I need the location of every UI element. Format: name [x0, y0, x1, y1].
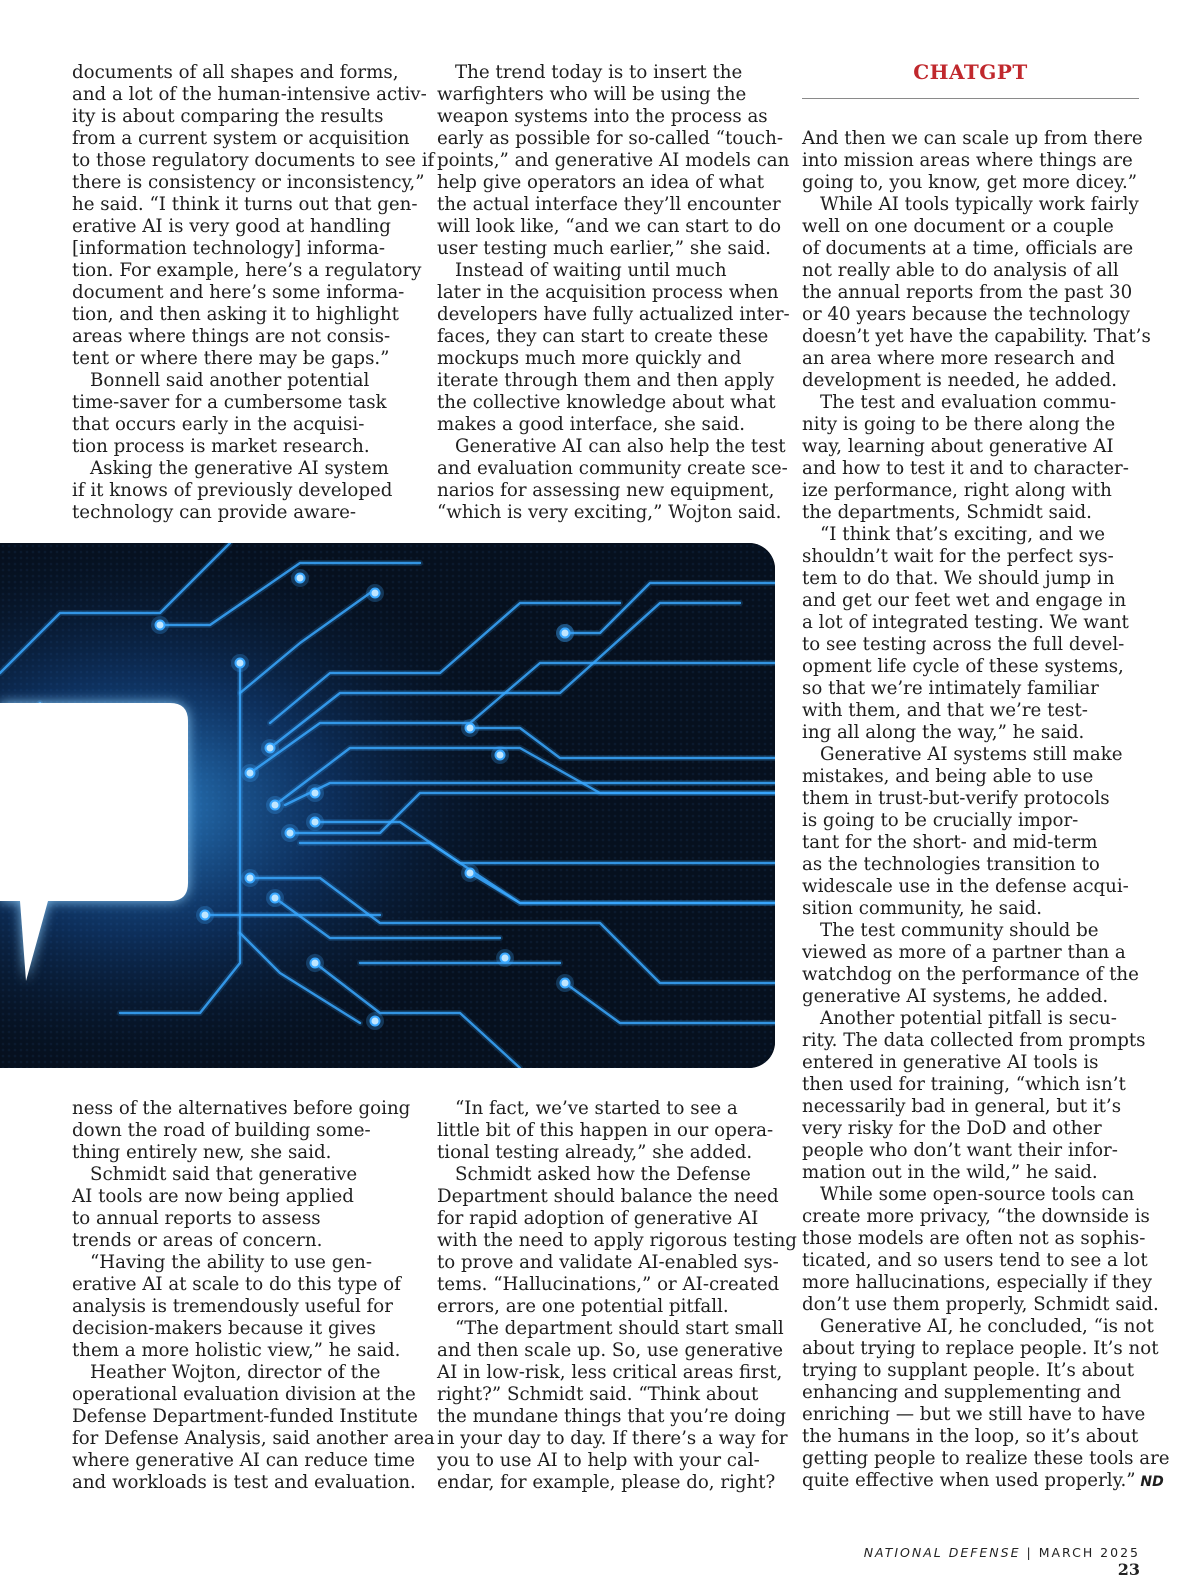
text-line: narios for assessing new equipment,	[437, 480, 775, 501]
text-line: them in trust-but-verify protocols	[802, 788, 1110, 809]
text-line: erative AI is very good at handling	[72, 216, 391, 237]
text-line: mistakes, and being able to use	[802, 766, 1094, 787]
text-line: tems. “Hallucinations,” or AI-created	[437, 1274, 780, 1295]
text-line: a lot of integrated testing. We want	[802, 612, 1129, 633]
page-footer	[858, 1545, 1140, 1579]
circuit-node	[266, 744, 275, 753]
circuit-node	[271, 894, 280, 903]
circuit-node	[496, 751, 505, 760]
text-line: “Having the ability to use gen-	[90, 1252, 372, 1273]
text-line: Heather Wojton, director of the	[90, 1362, 381, 1383]
text-line: “I think that’s exciting, and we	[820, 524, 1106, 545]
text-line: early as possible for so-called “touch-	[437, 128, 783, 149]
text-line: people who don’t want their infor-	[802, 1140, 1118, 1161]
circuit-node	[236, 659, 245, 668]
text-line: later in the acquisition process when	[437, 282, 779, 303]
text-line: Generative AI, he concluded, “is not	[820, 1316, 1154, 1337]
circuit-node	[311, 818, 320, 827]
circuit-node	[271, 801, 280, 810]
circuit-node	[561, 629, 570, 638]
text-line: or 40 years because the technology	[802, 304, 1130, 325]
text-line: warfighters who will be using the	[437, 84, 747, 105]
text-line: technology can provide aware-	[72, 502, 357, 523]
text-line: very risky for the DoD and other	[802, 1118, 1102, 1139]
speech-bubble-circuit-icon	[0, 543, 775, 1068]
text-line: While AI tools typically work fairly	[820, 194, 1139, 215]
text-line: sition community, he said.	[802, 898, 1042, 919]
text-line: as the technologies transition to	[802, 854, 1100, 875]
circuit-node	[311, 789, 320, 798]
text-line: generative AI systems, he added.	[802, 986, 1109, 1007]
column-2-bottom	[437, 1098, 797, 1494]
circuit-node	[561, 979, 570, 988]
text-line: mockups much more quickly and	[437, 348, 742, 369]
text-line: makes a good interface, she said.	[437, 414, 745, 435]
issue-date: MARCH 2025	[1038, 1545, 1140, 1560]
text-line: create more privacy, “the downside is	[802, 1206, 1150, 1227]
circuit-node	[466, 724, 475, 733]
text-line: opment life cycle of these systems,	[802, 656, 1124, 677]
text-line: there is consistency or inconsistency,”	[72, 172, 425, 193]
text-line: and evaluation community create sce-	[437, 458, 788, 479]
text-line: the humans in the loop, so it’s about	[802, 1426, 1139, 1447]
text-line: The test community should be	[820, 920, 1099, 941]
text-line: Generative AI can also help the test	[455, 436, 786, 457]
text-line: thing entirely new, she said.	[72, 1142, 332, 1163]
text-line: if it knows of previously developed	[72, 480, 393, 501]
text-line: of documents at a time, officials are	[802, 238, 1134, 259]
text-line: nity is going to be there along the	[802, 414, 1116, 435]
text-line: Schmidt said that generative	[90, 1164, 358, 1185]
column-1-top	[72, 62, 435, 524]
text-line: weapon systems into the process as	[437, 106, 768, 127]
text-line: development is needed, he added.	[802, 370, 1118, 391]
text-line: The trend today is to insert the	[455, 62, 743, 83]
text-line: mation out in the wild,” he said.	[802, 1162, 1098, 1183]
text-line: getting people to realize these tools are	[802, 1448, 1170, 1469]
text-line: AI tools are now being applied	[72, 1186, 354, 1207]
text-line: and then scale up. So, use generative	[437, 1340, 784, 1361]
text-line: documents of all shapes and forms,	[72, 62, 399, 83]
text-line: Generative AI systems still make	[820, 744, 1123, 765]
text-line: will look like, “and we can start to do	[437, 216, 782, 237]
text-line: ing all along the way,” he said.	[802, 722, 1085, 743]
text-line: and get our feet wet and engage in	[802, 590, 1127, 611]
text-line: the mundane things that you’re doing	[437, 1406, 786, 1427]
circuit-node	[286, 829, 295, 838]
text-line: then used for training, “which isn’t	[802, 1074, 1126, 1095]
text-line: “The department should start small	[455, 1318, 784, 1339]
text-line: right?” Schmidt said. “Think about	[437, 1384, 759, 1405]
page-number: 23	[1117, 1560, 1140, 1579]
text-line: doesn’t yet have the capability. That’s	[802, 326, 1151, 347]
text-line: trying to supplant people. It’s about	[802, 1360, 1135, 1381]
text-line: Another potential pitfall is secu-	[820, 1008, 1117, 1029]
text-line: decision-makers because it gives	[72, 1318, 376, 1339]
text-line: from a current system or acquisition	[72, 128, 410, 149]
text-line: so that we’re intimately familiar	[802, 678, 1099, 699]
column-1-bottom	[72, 1098, 435, 1494]
text-line: way, learning about generative AI	[802, 436, 1114, 457]
text-line: and how to test it and to character-	[802, 458, 1129, 479]
text-line: Asking the generative AI system	[90, 458, 389, 479]
text-line: time-saver for a cumbersome task	[72, 392, 387, 413]
end-mark: ND	[1135, 1474, 1164, 1490]
text-line: watchdog on the performance of the	[802, 964, 1139, 985]
text-line: analysis is tremendously useful for	[72, 1296, 393, 1317]
text-line: about trying to replace people. It’s not	[802, 1338, 1159, 1359]
text-line: going to, you know, get more dicey.”	[802, 172, 1138, 193]
text-line: viewed as more of a partner than a	[802, 942, 1126, 963]
text-line: areas where things are not consis-	[72, 326, 391, 347]
text-line: for Defense Analysis, said another area	[72, 1428, 435, 1449]
text-line: tem to do that. We should jump in	[802, 568, 1115, 589]
text-line: where generative AI can reduce time	[72, 1450, 415, 1471]
text-line: necessarily bad in general, but it’s	[802, 1096, 1122, 1117]
text-line: don’t use them properly, Schmidt said.	[802, 1294, 1159, 1315]
text-line: AI in low-risk, less critical areas first,	[437, 1362, 783, 1383]
text-line: Bonnell said another potential	[90, 370, 370, 391]
text-line: points,” and generative AI models can	[437, 150, 790, 171]
text-line: little bit of this happen in our opera-	[437, 1120, 774, 1141]
text-line: to see testing across the full devel-	[802, 634, 1125, 655]
text-line: and workloads is test and evaluation.	[72, 1472, 416, 1493]
text-line: the collective knowledge about what	[437, 392, 776, 413]
text-line: faces, they can start to create these	[437, 326, 769, 347]
text-line: operational evaluation division at the	[72, 1384, 416, 1405]
publication-name: NATIONAL DEFENSE	[863, 1545, 1021, 1560]
text-line: [information technology] informa-	[72, 238, 385, 259]
text-line: quite effective when used properly.” ND	[802, 1470, 1164, 1491]
text-line: And then we can scale up from there	[802, 128, 1143, 149]
text-line: help give operators an idea of what	[437, 172, 765, 193]
text-line: While some open-source tools can	[820, 1184, 1135, 1205]
circuit-node	[156, 621, 165, 630]
text-line: rity. The data collected from prompts	[802, 1030, 1146, 1051]
text-line: the annual reports from the past 30	[802, 282, 1133, 303]
text-line: enhancing and supplementing and	[802, 1382, 1121, 1403]
text-line: tent or where there may be gaps.”	[72, 348, 390, 369]
text-line: widescale use in the defense acqui-	[802, 876, 1129, 897]
text-line: endar, for example, please do, right?	[437, 1472, 776, 1493]
text-line: an area where more research and	[802, 348, 1115, 369]
text-line: “In fact, we’ve started to see a	[455, 1098, 738, 1119]
text-line: developers have fully actualized inter-	[437, 304, 790, 325]
text-line: the departments, Schmidt said.	[802, 502, 1092, 523]
text-line: well on one document or a couple	[802, 216, 1114, 237]
text-line: enriching — but we still have to have	[802, 1404, 1146, 1425]
text-line: tion, and then asking it to highlight	[72, 304, 399, 325]
text-line: ticated, and so users tend to see a lot	[802, 1250, 1148, 1271]
text-line: user testing much earlier,” she said.	[437, 238, 771, 259]
section-divider	[802, 98, 1139, 99]
text-line: entered in generative AI tools is	[802, 1052, 1099, 1073]
text-line: tion. For example, here’s a regulatory	[72, 260, 422, 281]
text-line: Department should balance the need	[437, 1186, 779, 1207]
circuit-node	[311, 959, 320, 968]
text-line: tional testing already,” she added.	[437, 1142, 753, 1163]
text-line: into mission areas where things are	[802, 150, 1133, 171]
text-line: with them, and that we’re test-	[802, 700, 1088, 721]
text-line: more hallucinations, especially if they	[802, 1272, 1153, 1293]
text-line: The test and evaluation commu-	[820, 392, 1117, 413]
text-line: the actual interface they’ll encounter	[437, 194, 781, 215]
column-2-top	[437, 62, 790, 524]
text-line: in your day to day. If there’s a way for	[437, 1428, 788, 1449]
circuit-node	[296, 574, 305, 583]
circuit-node	[371, 1017, 380, 1026]
text-line: to those regulatory documents to see if	[72, 150, 435, 171]
text-line: document and here’s some informa-	[72, 282, 405, 303]
text-line: ity is about comparing the results	[72, 106, 384, 127]
text-line: Defense Department-funded Institute	[72, 1406, 418, 1427]
text-line: with the need to apply rigorous testing	[437, 1230, 797, 1251]
column-3	[802, 128, 1170, 1492]
text-line: them a more holistic view,” he said.	[72, 1340, 401, 1361]
text-line: for rapid adoption of generative AI	[437, 1208, 759, 1229]
text-line: Schmidt asked how the Defense	[455, 1164, 751, 1185]
text-line: to prove and validate AI-enabled sys-	[437, 1252, 779, 1273]
text-line: tion process is market research.	[72, 436, 370, 457]
text-line: to annual reports to assess	[72, 1208, 321, 1229]
text-line: Instead of waiting until much	[455, 260, 727, 281]
circuit-node	[466, 869, 475, 878]
section-label: CHATGPT	[913, 60, 1028, 84]
text-line: iterate through them and then apply	[437, 370, 775, 391]
text-line: those models are often not as sophis-	[802, 1228, 1146, 1249]
text-line: ize performance, right along with	[802, 480, 1112, 501]
text-line: and a lot of the human-intensive activ-	[72, 84, 427, 105]
text-line: “which is very exciting,” Wojton said.	[437, 502, 782, 523]
text-line: ness of the alternatives before going	[72, 1098, 411, 1119]
text-line: down the road of building some-	[72, 1120, 371, 1141]
circuit-chat-illustration	[0, 543, 775, 1068]
text-line: tant for the short- and mid-term	[802, 832, 1098, 853]
circuit-node	[246, 874, 255, 883]
circuit-node	[246, 769, 255, 778]
circuit-node	[201, 911, 210, 920]
text-line: not really able to do analysis of all	[802, 260, 1119, 281]
text-line: trends or areas of concern.	[72, 1230, 323, 1251]
circuit-node	[371, 589, 380, 598]
text-line: errors, are one potential pitfall.	[437, 1296, 729, 1317]
text-line: erative AI at scale to do this type of	[72, 1274, 401, 1295]
text-line: you to use AI to help with your cal-	[437, 1450, 760, 1471]
text-line: he said. “I think it turns out that gen-	[72, 194, 418, 215]
text-line: that occurs early in the acquisi-	[72, 414, 365, 435]
footer-separator: |	[1026, 1545, 1033, 1560]
circuit-node	[501, 954, 510, 963]
text-line: shouldn’t wait for the perfect sys-	[802, 546, 1114, 567]
text-line: is going to be crucially impor-	[802, 810, 1079, 831]
